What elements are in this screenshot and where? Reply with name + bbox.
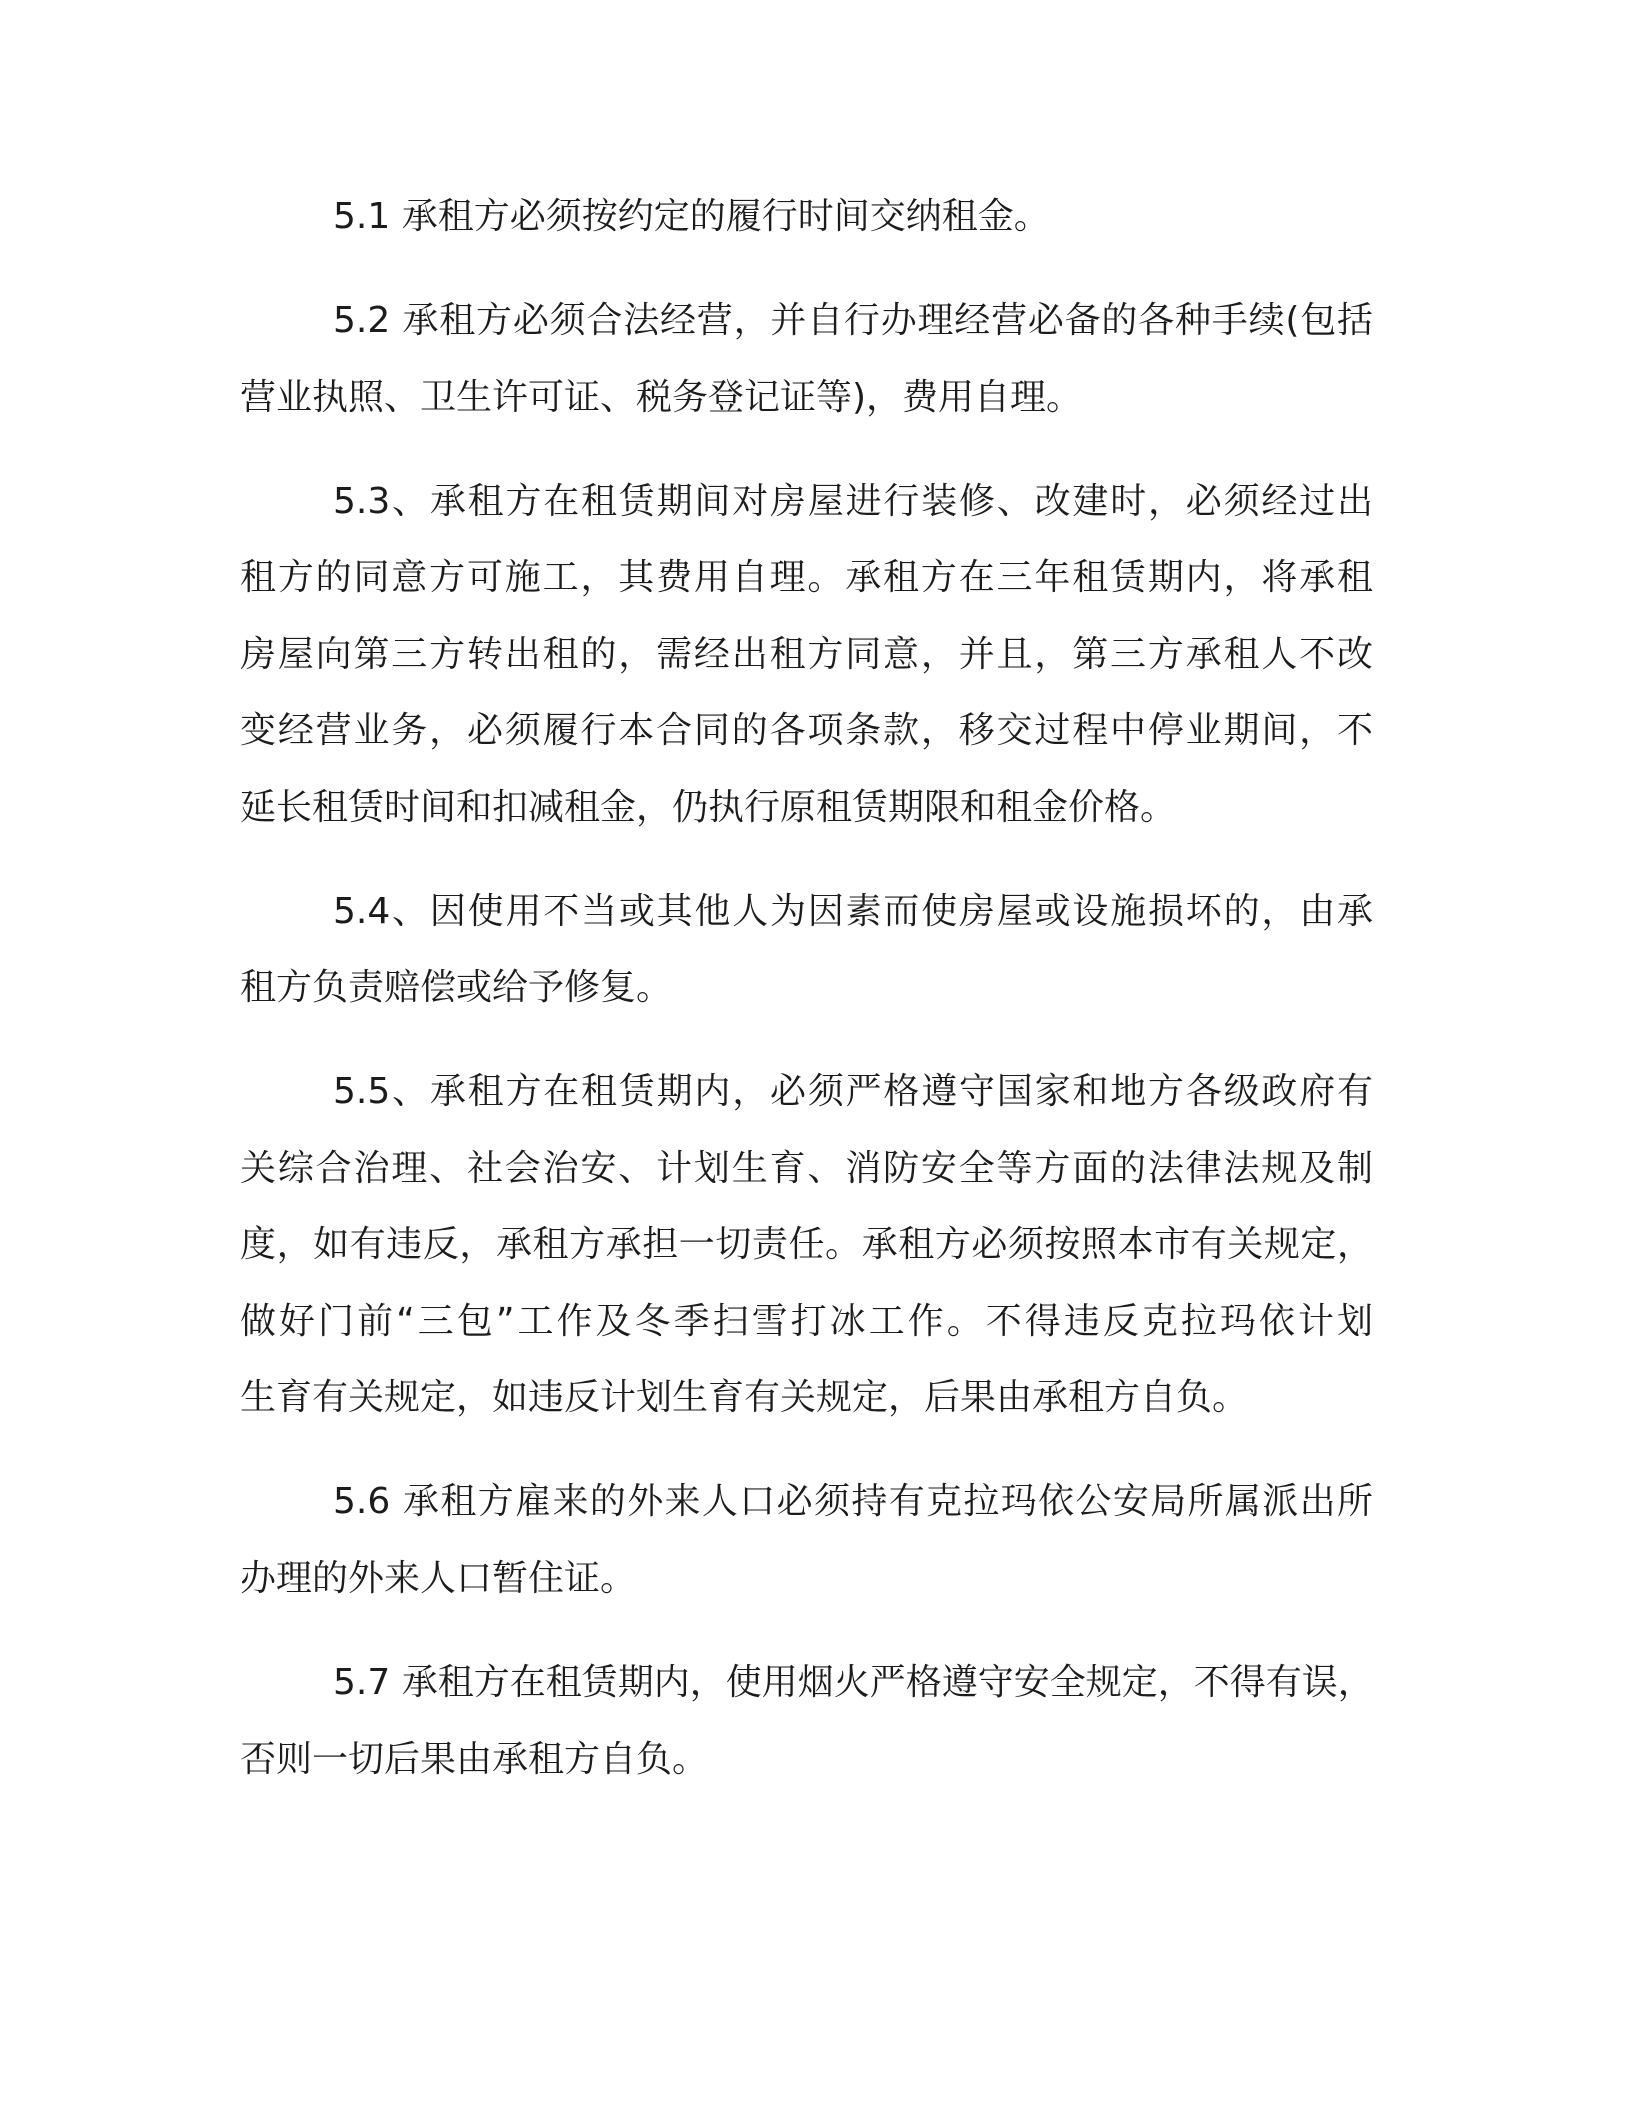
clause-5-6 xyxy=(240,1464,1373,1617)
clause-5-3 xyxy=(240,464,1373,847)
text-line: 营业执照、卫生许可证、税务登记证等)，费用自理。 xyxy=(240,376,1083,418)
text-line: 租方负责赔偿或给予修复。 xyxy=(240,967,673,1009)
text-line: 5.3、承租方在租赁期间对房屋进行装修、改建时，必须经过出 xyxy=(333,480,1373,522)
text-line: 5.6 承租方雇来的外来人口必须持有克拉玛依公安局所属派出所 xyxy=(333,1481,1373,1523)
clause-5-2 xyxy=(240,283,1373,436)
clause-5-1 xyxy=(240,179,1373,256)
text-line: 延长租赁时间和扣减租金，仍执行原租赁期限和租金价格。 xyxy=(240,786,1177,828)
text-line: 度，如有违反，承租方承担一切责任。承租方必须按照本市有关规定， xyxy=(240,1224,1373,1266)
text-line: 做好门前“三包”工作及冬季扫雪打冰工作。不得违反克拉玛依计划 xyxy=(240,1300,1373,1342)
clause-5-7 xyxy=(240,1645,1373,1798)
text-line: 5.2 承租方必须合法经营，并自行办理经营必备的各种手续(包括 xyxy=(333,300,1373,342)
text-line: 房屋向第三方转出租的，需经出租方同意，并且，第三方承租人不改 xyxy=(240,633,1373,675)
clause-5-5 xyxy=(240,1054,1373,1437)
text-line: 生育有关规定，如违反计划生育有关规定，后果由承租方自负。 xyxy=(240,1377,1249,1419)
document-body xyxy=(240,179,1373,1826)
text-line: 关综合治理、社会治安、计划生育、消防安全等方面的法律法规及制 xyxy=(240,1147,1373,1189)
clause-5-4 xyxy=(240,874,1373,1027)
text-line: 5.7 承租方在租赁期内，使用烟火严格遵守安全规定，不得有误， xyxy=(333,1662,1374,1704)
text-line: 否则一切后果由承租方自负。 xyxy=(240,1738,709,1780)
text-line: 5.1 承租方必须按约定的履行时间交纳租金。 xyxy=(333,196,1050,237)
text-line: 5.5、承租方在租赁期内，必须严格遵守国家和地方各级政府有 xyxy=(333,1071,1373,1113)
text-line: 5.4、因使用不当或其他人为因素而使房屋或设施损坏的，由承 xyxy=(333,890,1373,932)
text-line: 变经营业务，必须履行本合同的各项条款，移交过程中停业期间，不 xyxy=(240,710,1373,752)
text-line: 办理的外来人口暂住证。 xyxy=(240,1557,637,1599)
text-line: 租方的同意方可施工，其费用自理。承租方在三年租赁期内，将承租 xyxy=(240,557,1373,599)
